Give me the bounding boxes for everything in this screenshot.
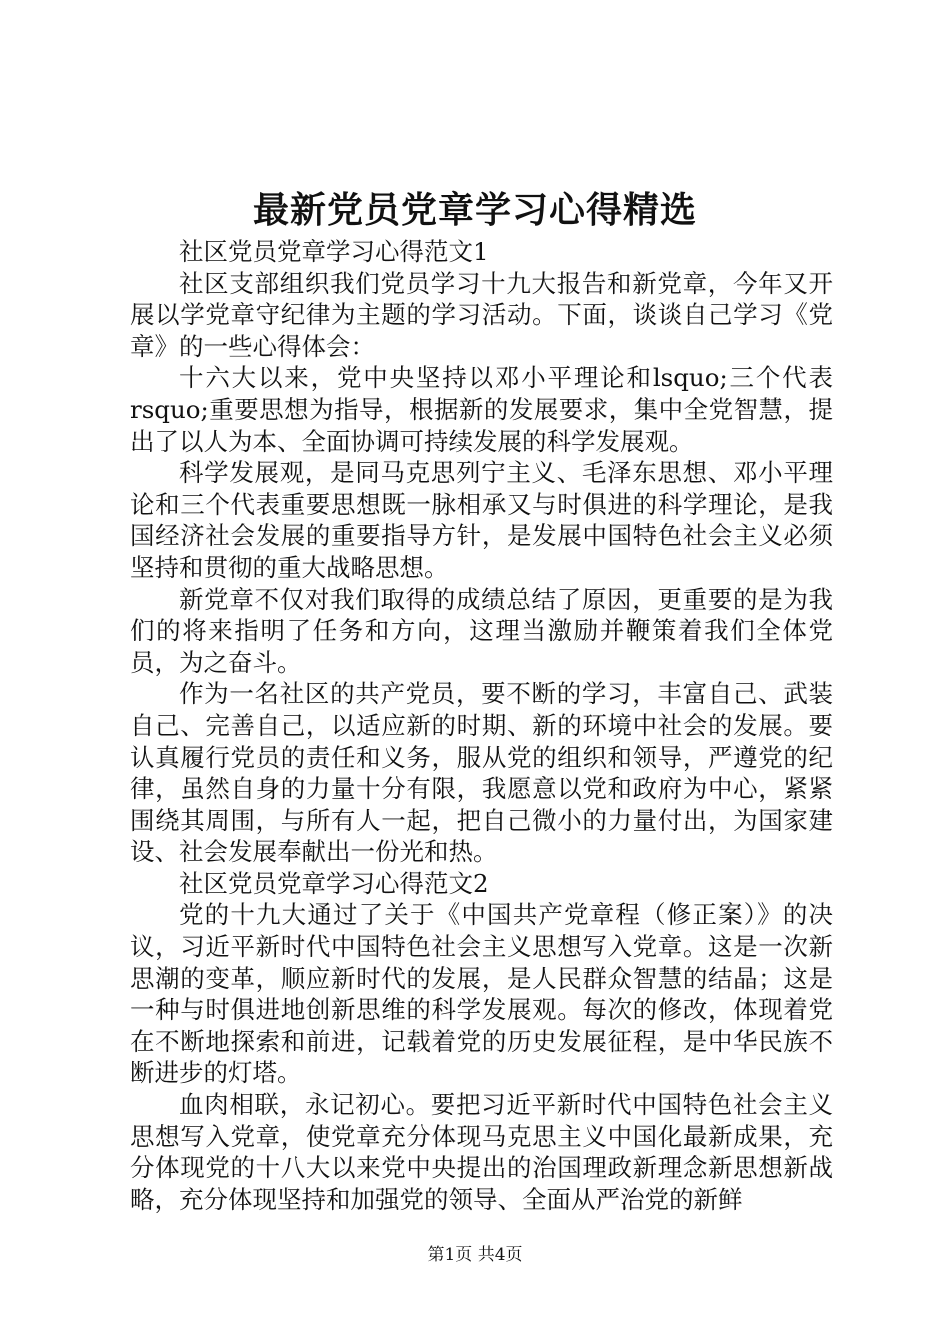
page-footer: 第1页 共4页 [427,1245,523,1265]
paragraph: 十六大以来，党中央坚持以邓小平理论和lsquo;三个代表rsquo;重要思想为指导，根据新的发展要求，集中全党智慧，提出了以人为本、全面协调可持续发展的科学发展观。 [130,363,833,456]
paragraph: 科学发展观，是同马克思列宁主义、毛泽东思想、邓小平理论和三个代表重要思想既一脉相承又与时俱进的科学理论，是我国经济社会发展的重要指导方针，是发展中国特色社会主义必须坚持和贯彻的重大战略思想。 [130,458,833,582]
paragraph: 党的十九大通过了关于《中国共产党章程（修正案）》的决议，习近平新时代中国特色社会主义思想写入党章。这是一次新思潮的变革，顺应新时代的发展，是人民群众智慧的结晶；这是一种与时俱进地创新思维的科学发展观。每次的修改，体现着党在不断地探索和前进，记载着党的历史发展征程，是中华民族不断进步的灯塔。 [130,900,833,1088]
paragraph: 社区支部组织我们党员学习十九大报告和新党章，今年又开展以学党章守纪律为主题的学习活动。下面，谈谈自己学习《党章》的一些心得体会： [130,268,833,361]
paragraph: 血肉相联，永记初心。要把习近平新时代中国特色社会主义思想写入党章，使党章充分体现马克思主义中国化最新成果，充分体现党的十八大以来党中央提出的治国理政新理念新思想新战略，充分体现坚持和加强党的领导、全面从严治党的新鲜 [130,1090,833,1214]
document-body [130,236,833,1215]
document-title: 最新党员党章学习心得精选 [252,189,697,231]
section-heading: 社区党员党章学习心得范文1 [179,237,489,266]
paragraph: 作为一名社区的共产党员，要不断的学习，丰富自己、武装自己、完善自己，以适应新的时期、新的环境中社会的发展。要认真履行党员的责任和义务，服从党的组织和领导，严遵党的纪律，虽然自身的力量十分有限，我愿意以党和政府为中心，紧紧围绕其周围，与所有人一起，把自己微小的力量付出，为国家建设、社会发展奉献出一份光和热。 [130,679,833,867]
paragraph: 新党章不仅对我们取得的成绩总结了原因，更重要的是为我们的将来指明了任务和方向，这理当激励并鞭策着我们全体党员，为之奋斗。 [130,584,833,677]
section-heading: 社区党员党章学习心得范文2 [179,868,489,898]
